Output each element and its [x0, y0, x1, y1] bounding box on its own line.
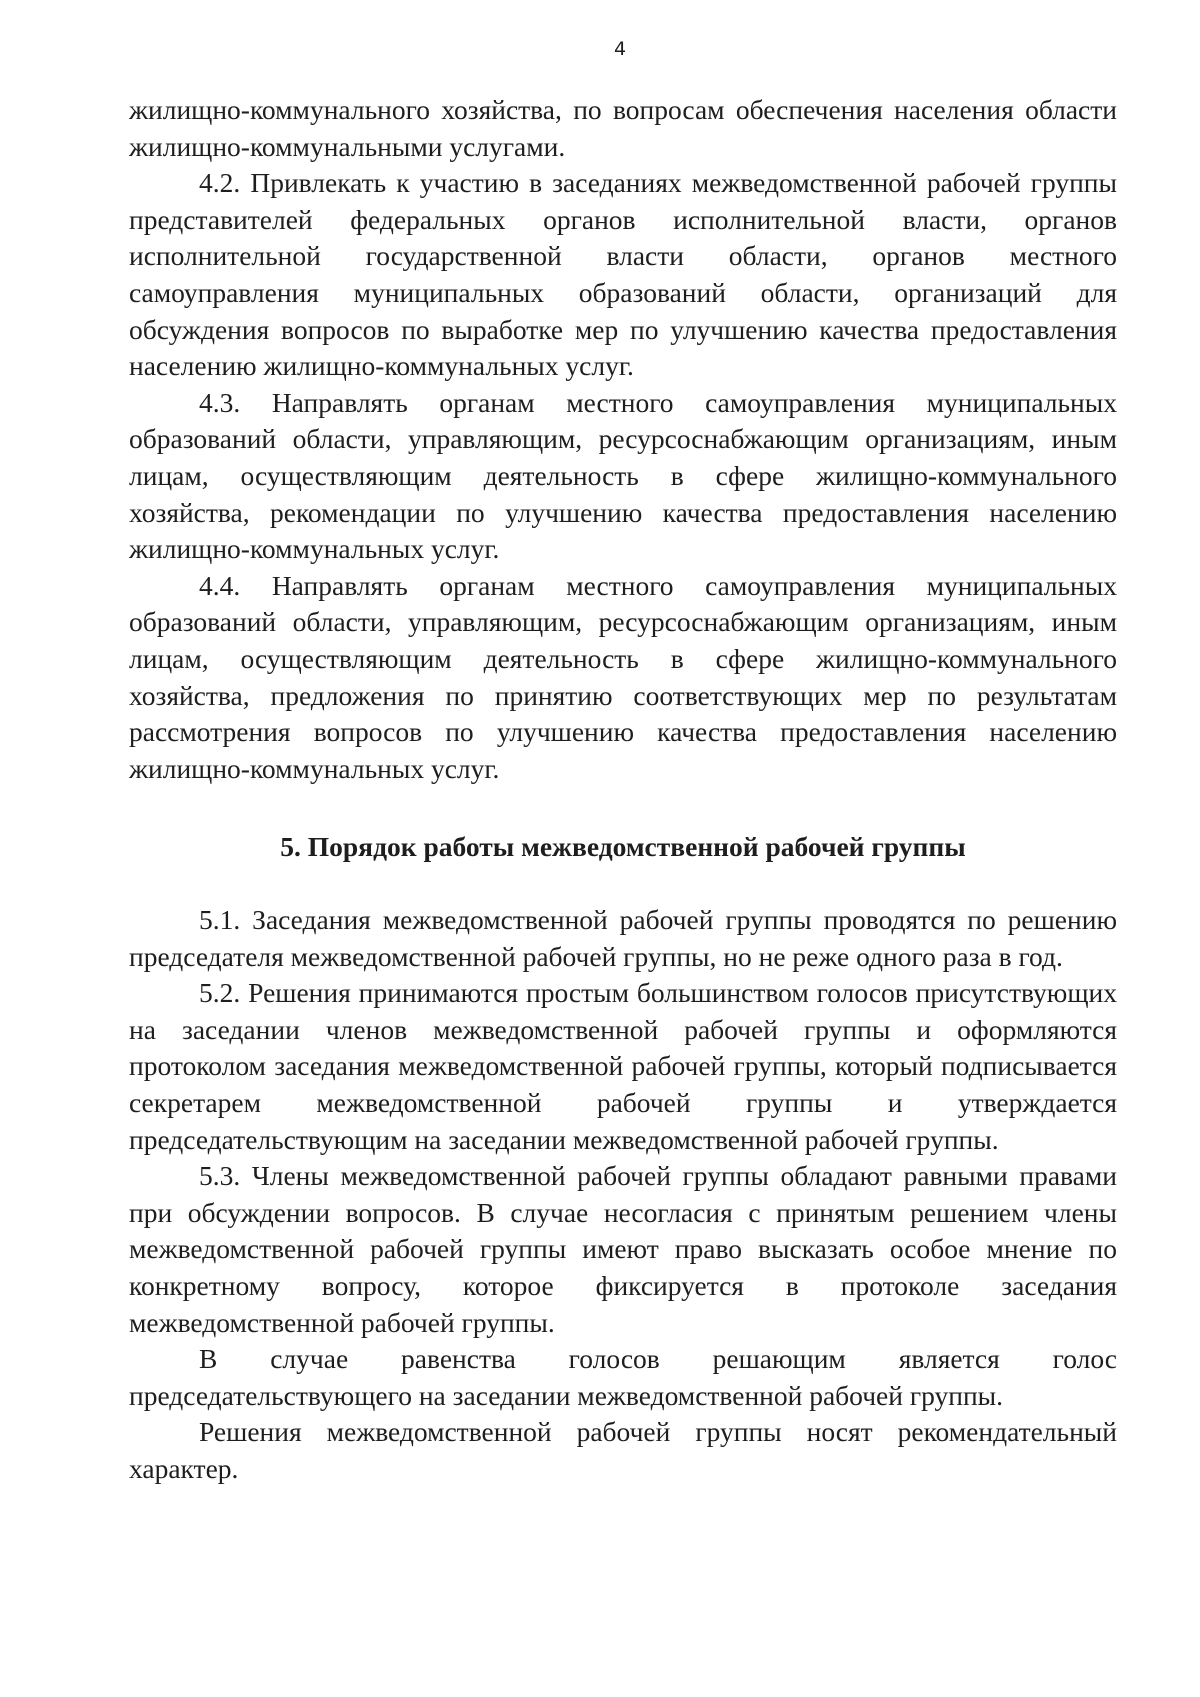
- paragraph-recommendatory: Решения межведомственной рабочей группы носят рекомендательный характер.: [129, 1416, 1117, 1484]
- paragraph-4-2: 4.2. Привлекать к участию в заседаниях межведомственной рабочей группы представителей федеральных органов исполнительной власти, органов исполнительной государственной власти области, органов местного самоуправления муниципальных образований области, организаций для обсуждения вопросов по выработке мер по улучшению качества предоставления населению жилищно-коммунальных услуг.: [129, 167, 1117, 382]
- paragraph-4-3: 4.3. Направлять органам местного самоуправления муниципальных образований области, управляющим, ресурсоснабжающим организациям, иным лицам, осуществляющим деятельность в сфере жилищно-коммунального хозяйства, рекомендации по улучшению качества предоставления населению жилищно-коммунальных услуг.: [129, 386, 1117, 565]
- paragraph-4-4: 4.4. Направлять органам местного самоуправления муниципальных образований области, управляющим, ресурсоснабжающим организациям, иным лицам, осуществляющим деятельность в сфере жилищно-коммунального хозяйства, предложения по принятию соответствующих мер по результатам рассмотрения вопросов по улучшению качества предоставления населению жилищно-коммунальных услуг.: [129, 569, 1117, 784]
- paragraph-4-1-continuation: жилищно-коммунального хозяйства, по вопросам обеспечения населения области жилищно-коммунальными услугами.: [129, 94, 1117, 162]
- section-4-continued: [129, 92, 1117, 787]
- paragraph-equal-votes: В случае равенства голосов решающим является голос председательствующего на заседании межведомственной рабочей группы.: [129, 1343, 1117, 1411]
- paragraph-5-1: 5.1. Заседания межведомственной рабочей группы проводятся по решению председателя межведомственной рабочей группы, но не реже одного раза в год.: [129, 904, 1117, 972]
- paragraph-5-2: 5.2. Решения принимаются простым большинством голосов присутствующих на заседании членов межведомственной рабочей группы и оформляются протоколом заседания межведомственной рабочей группы, который подписывается секретарем межведомственной рабочей группы и утверждается председательствующим на заседании межведомственной рабочей группы.: [129, 977, 1117, 1155]
- page-number: 4: [613, 38, 627, 60]
- paragraph-5-3: 5.3. Члены межведомственной рабочей группы обладают равными правами при обсуждении вопросов. В случае несогласия с принятым решением члены межведомственной рабочей группы имеют право высказать особое мнение по конкретному вопросу, которое фиксируется в протоколе заседания межведомственной рабочей группы.: [129, 1160, 1117, 1338]
- section-5-body: [129, 902, 1117, 1488]
- section-heading: 5. Порядок работы межведомственной рабочей группы: [280, 831, 966, 862]
